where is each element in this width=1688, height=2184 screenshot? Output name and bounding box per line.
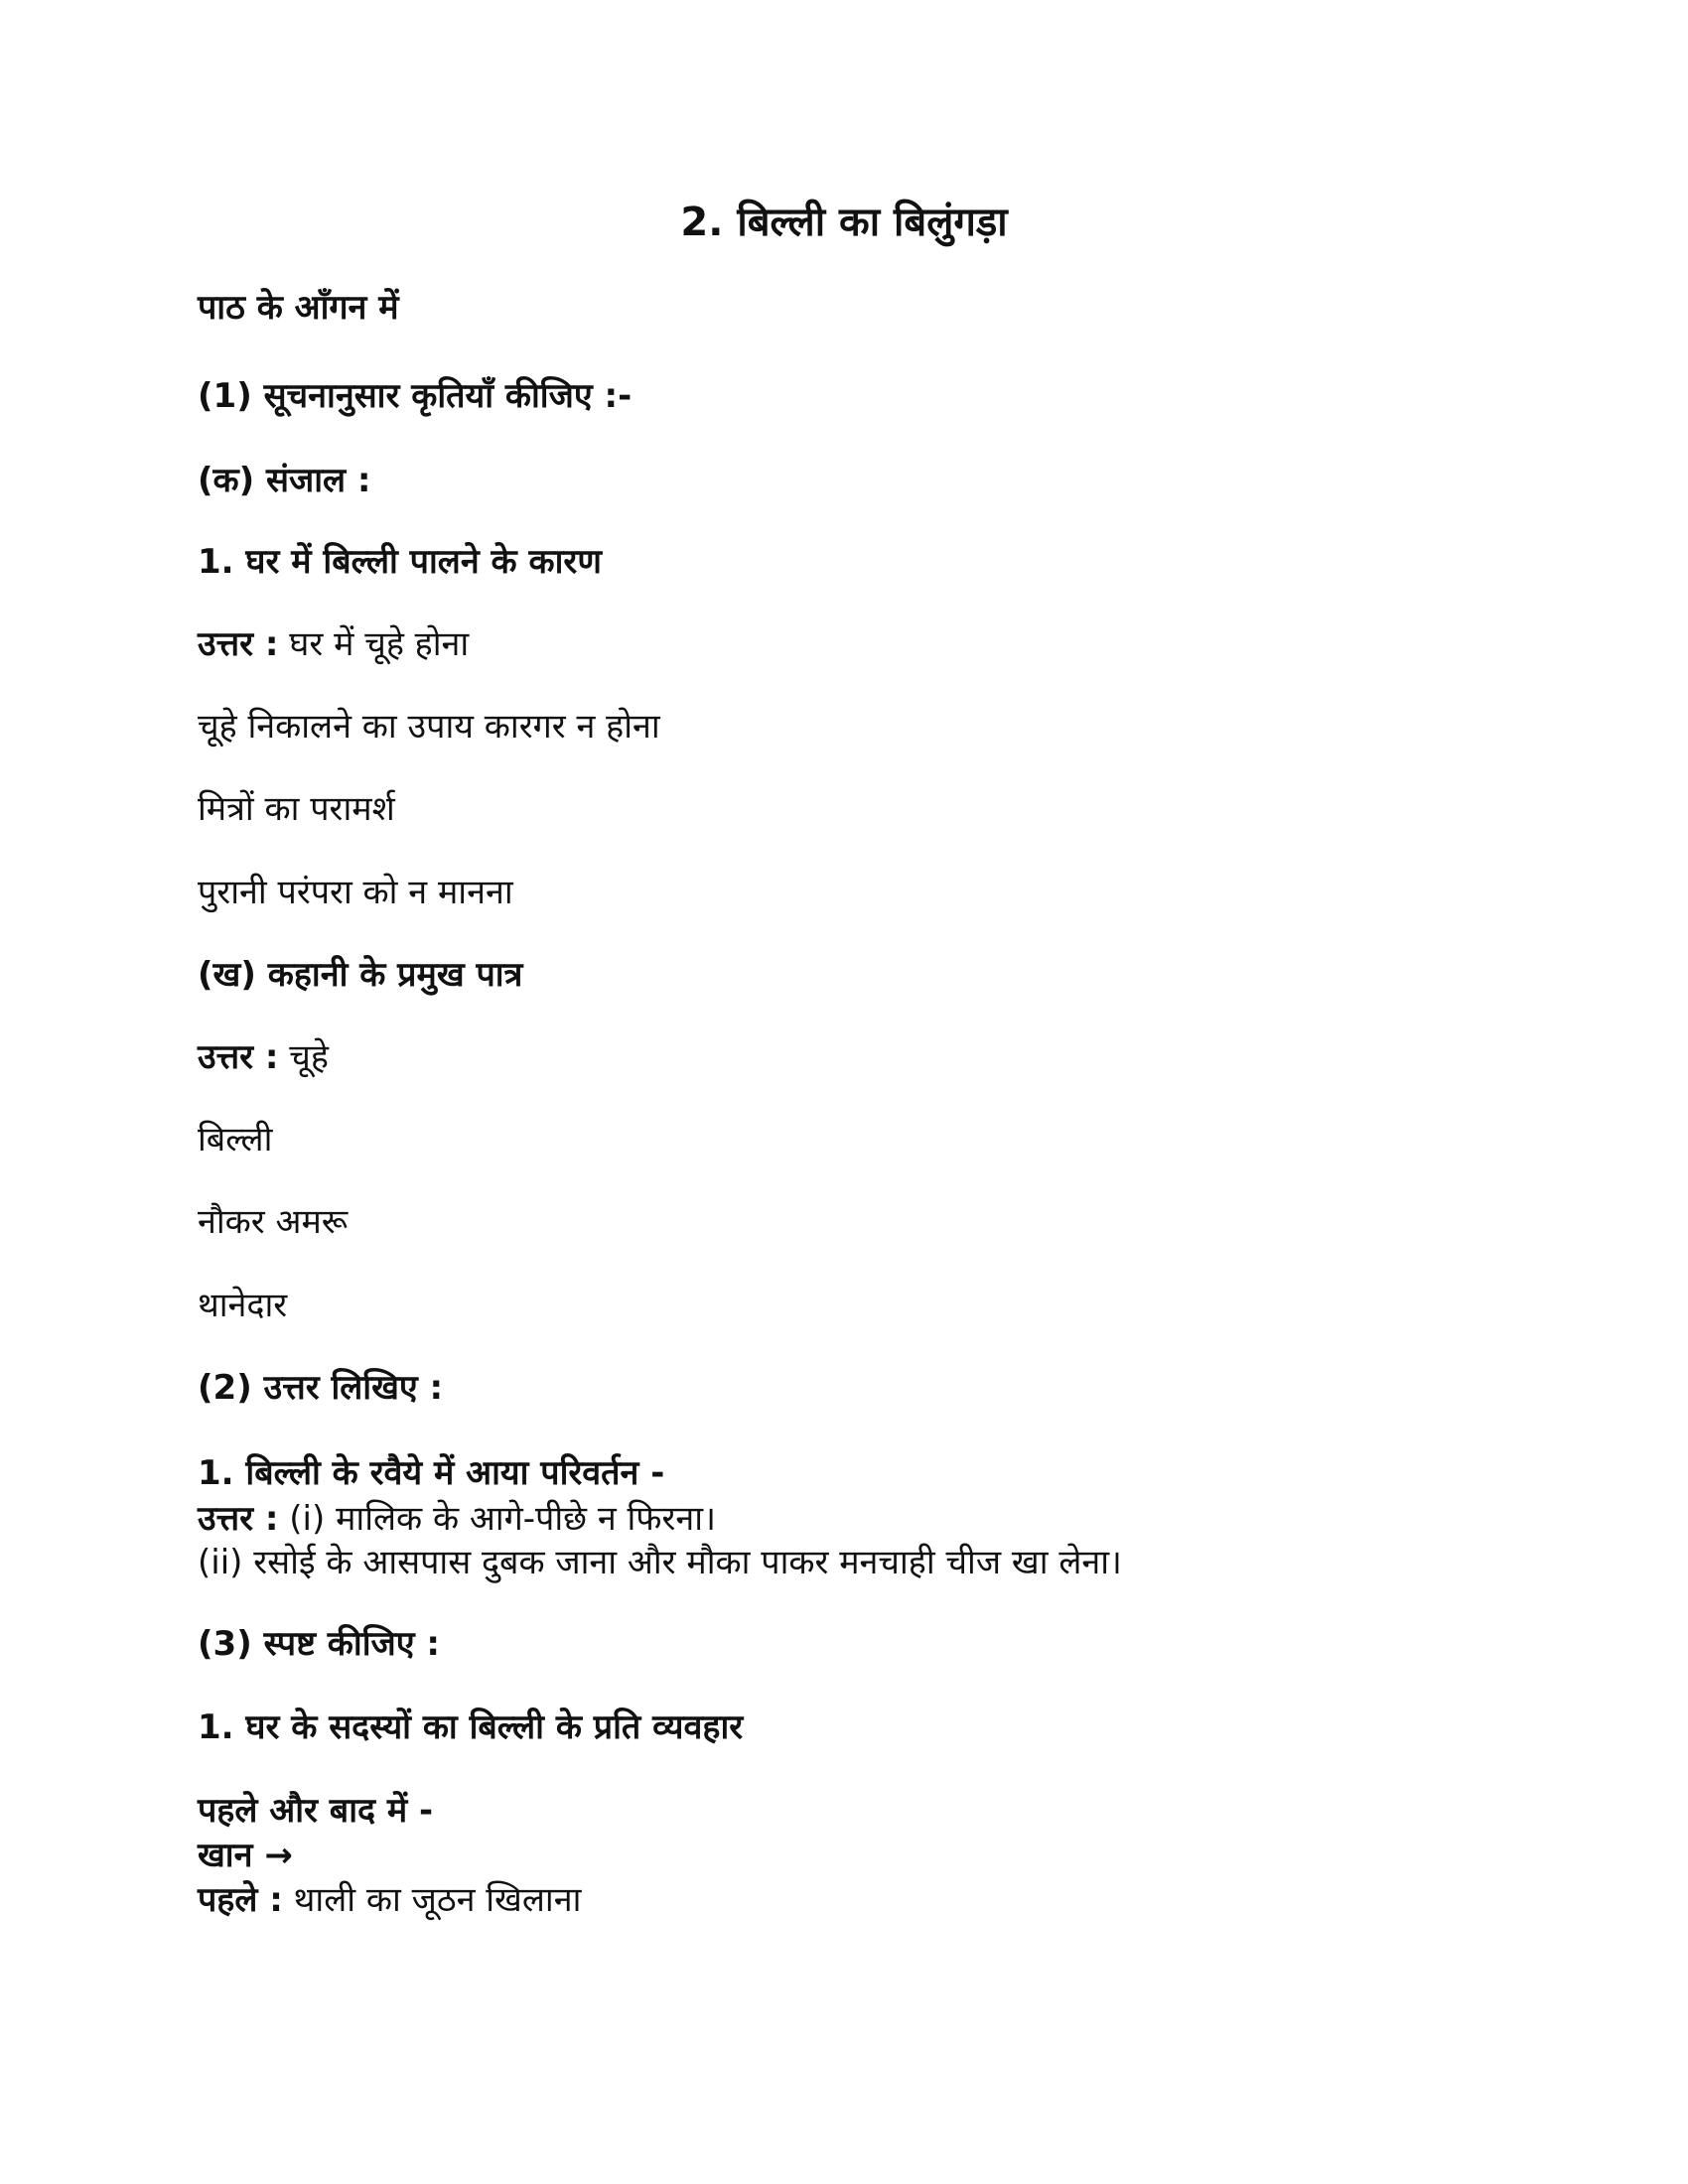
answer-item: चूहे निकालने का उपाय कारगर न होना [198, 707, 660, 747]
answer-item: नौकर अमरू [198, 1202, 349, 1242]
answer-item: मित्रों का परामर्श [198, 789, 395, 829]
pehle-label: पहले : [198, 1880, 283, 1920]
answer-line [198, 620, 469, 668]
answer-text: (i) मालिक के आगे-पीछे न फिरना। [289, 1499, 716, 1539]
answer-text: चूहे [289, 1037, 329, 1077]
answer-item: बिल्ली [198, 1120, 273, 1160]
pehle-line [198, 1876, 581, 1924]
question-1-ka-1-heading: 1. घर में बिल्ली पालने के कारण [198, 542, 602, 582]
question-1-heading: (1) सूचनानुसार कृतियाँ कीजिए :- [198, 376, 633, 416]
answer-label: उत्तर : [198, 624, 279, 664]
before-after-heading: पहले और बाद में - [198, 1791, 434, 1831]
answer-item: (ii) रसोई के आसपास दुबक जाना और मौका पाकर मनचाही चीज खा लेना। [198, 1543, 1122, 1582]
pehle-text: थाली का जूठन खिलाना [293, 1880, 582, 1920]
question-2-1-heading: 1. बिल्ली के रवैये में आया परिवर्तन - [198, 1453, 665, 1493]
answer-line [198, 1033, 329, 1081]
question-3-heading: (3) स्पष्ट कीजिए : [198, 1624, 440, 1664]
answer-line [198, 1495, 716, 1543]
question-1-kha-heading: (ख) कहानी के प्रमुख पात्र [198, 955, 523, 995]
question-2-heading: (2) उत्तर लिखिए : [198, 1368, 444, 1408]
question-1-ka-heading: (क) संजाल : [198, 461, 371, 500]
question-3-1-heading: 1. घर के सदस्यों का बिल्ली के प्रति व्यवहार [198, 1707, 744, 1747]
answer-text: घर में चूहे होना [289, 624, 470, 664]
answer-label: उत्तर : [198, 1499, 279, 1539]
answer-label: उत्तर : [198, 1037, 279, 1077]
answer-item: थानेदार [198, 1286, 288, 1325]
page-title: 2. बिल्ली का बिलुंगड़ा [680, 200, 1008, 245]
khaan-label: खान → [198, 1836, 293, 1875]
answer-item: पुरानी परंपरा को न मानना [198, 873, 513, 912]
section-heading-path-aangan: पाठ के आँगन में [198, 288, 399, 328]
